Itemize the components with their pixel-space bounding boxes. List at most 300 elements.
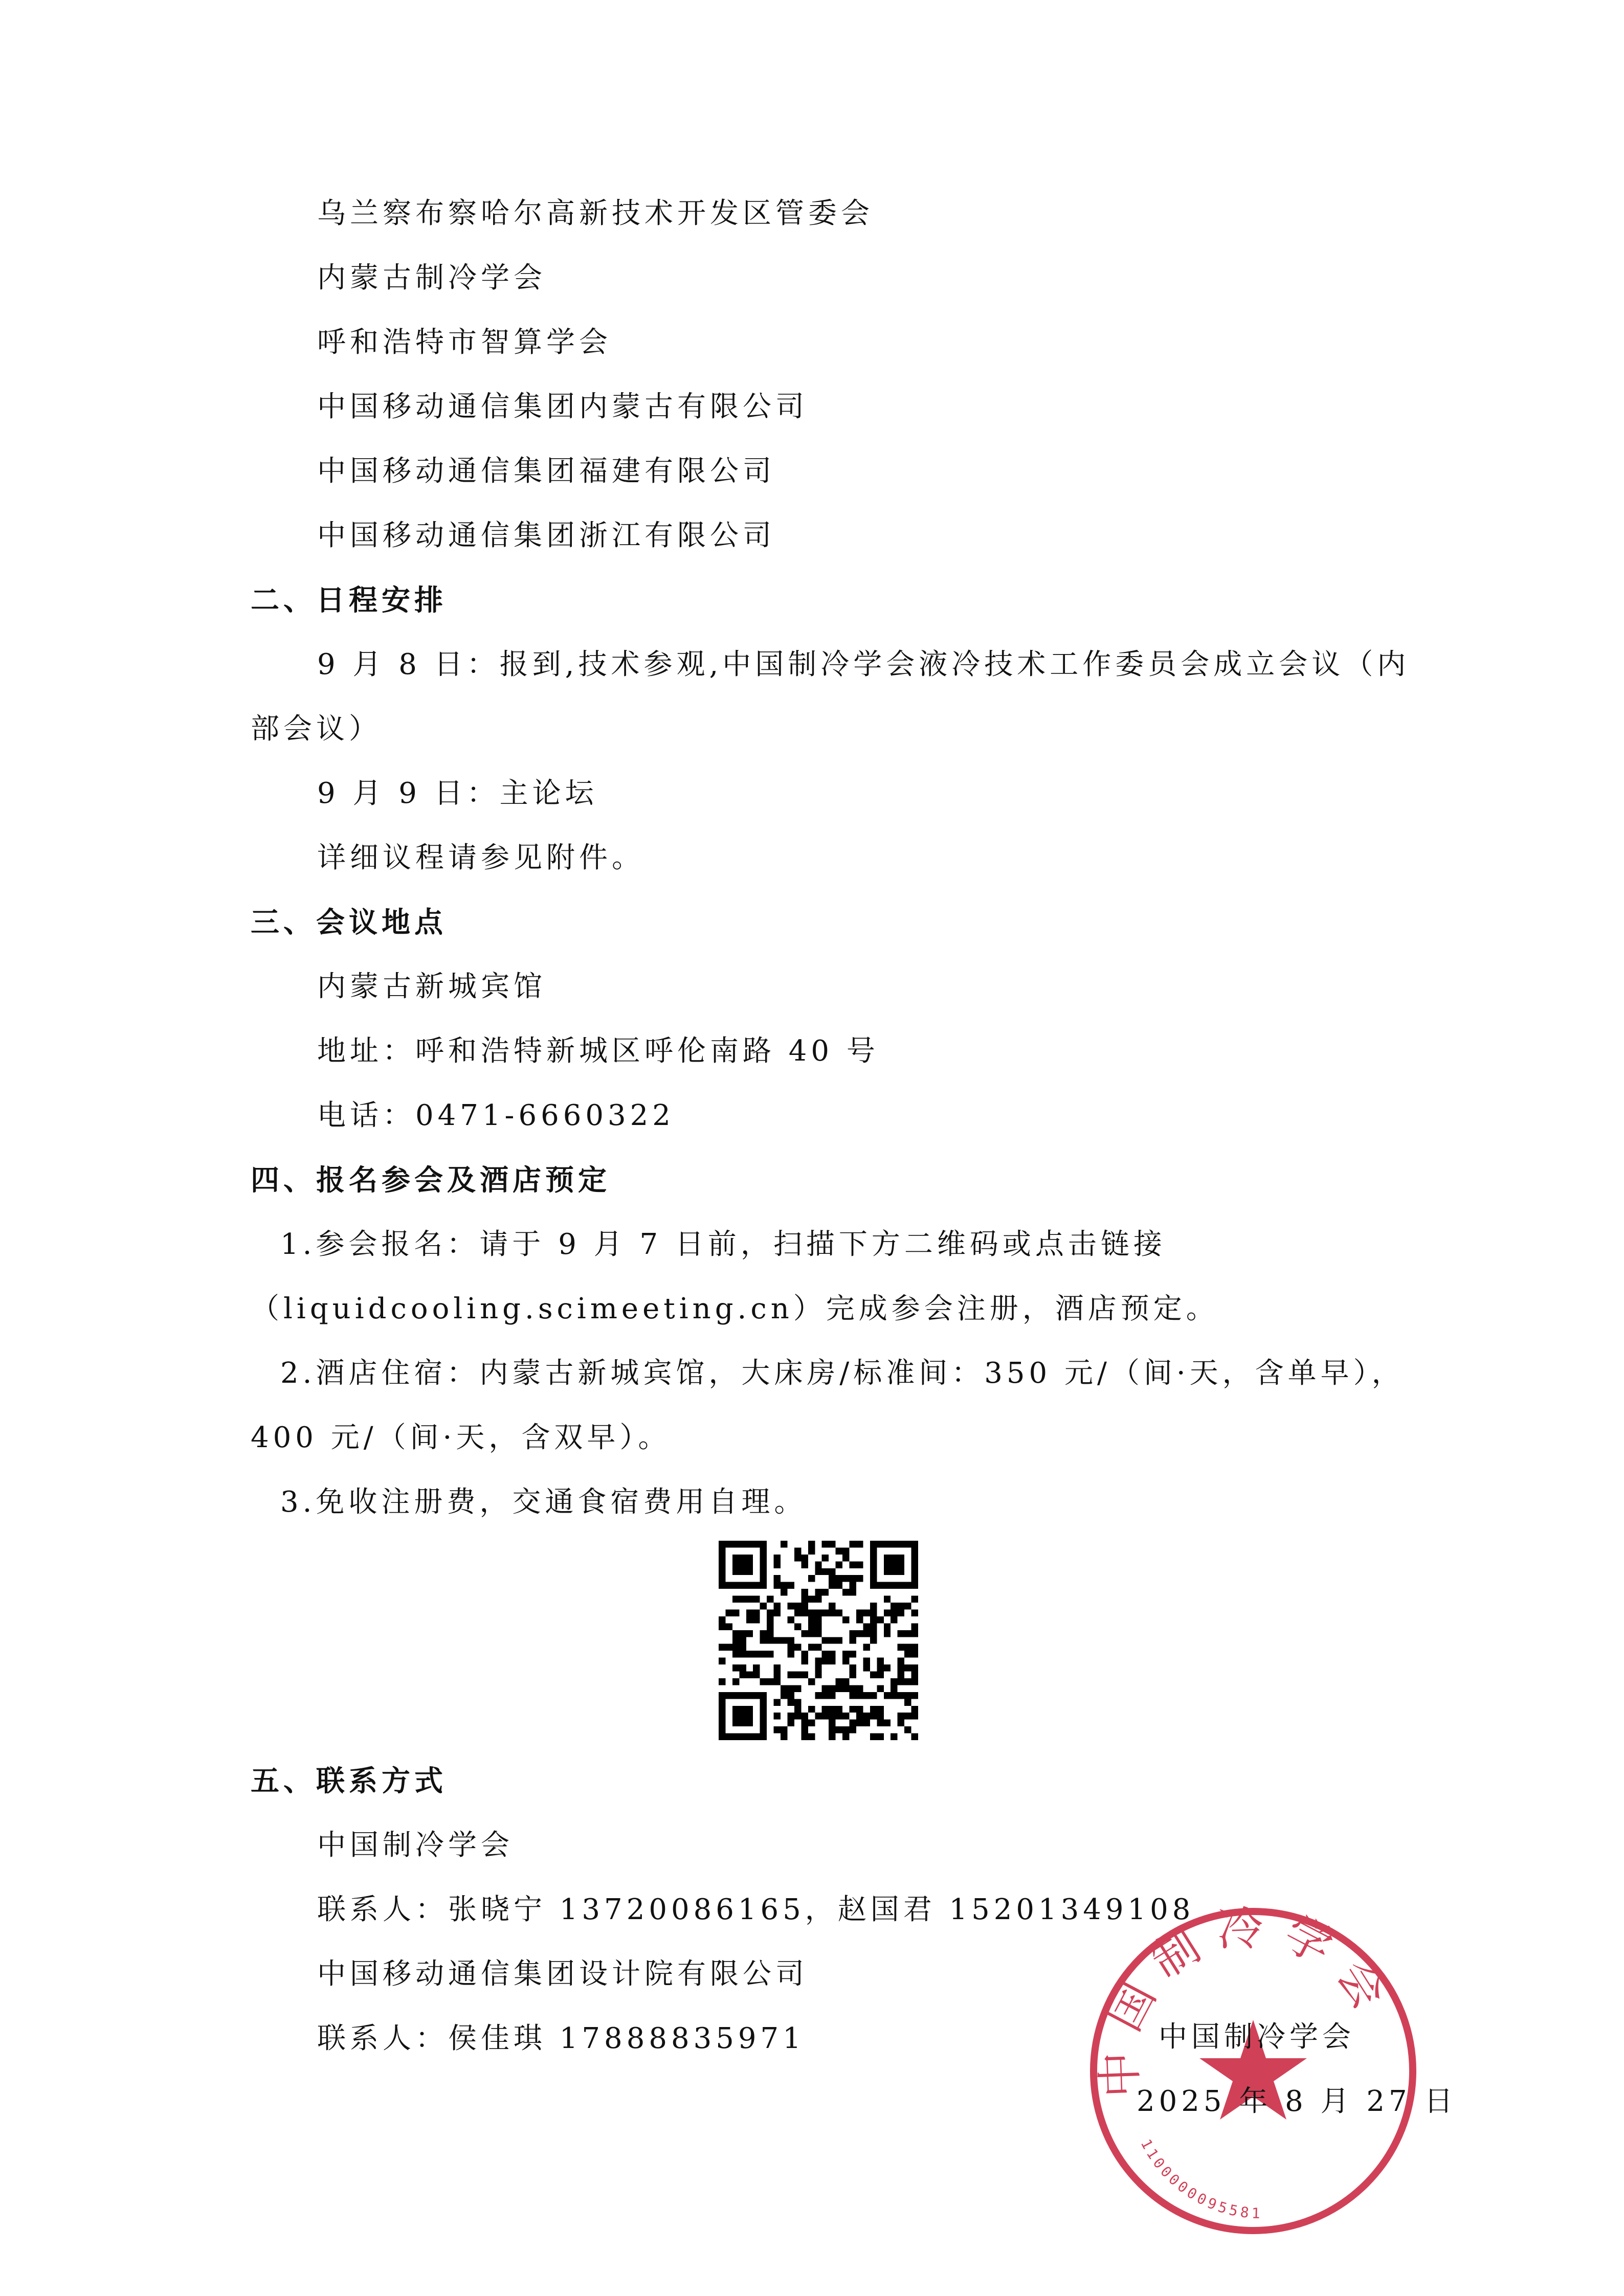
qr-module [898,1582,904,1589]
qr-module [836,1547,842,1554]
qr-module [911,1651,918,1657]
registration-item-1: 1.参会报名：请于 9 月 7 日前，扫描下方二维码或点击链接 [280,1228,1166,1261]
qr-module [842,1555,849,1561]
qr-module [774,1582,781,1589]
qr-module [760,1651,767,1657]
qr-module [829,1726,835,1733]
qr-module [808,1678,815,1685]
qr-module [781,1637,787,1644]
organizer-item: 呼和浩特市智算学会 [317,326,612,359]
qr-module [850,1561,856,1568]
qr-module [815,1589,821,1595]
document-body [0,182,1624,2071]
qr-module [739,1630,746,1637]
qr-module [719,1616,725,1623]
qr-module [732,1664,739,1671]
qr-module [898,1692,904,1699]
contact-org-1: 中国制冷学会 [317,1829,514,1862]
qr-module [767,1678,773,1685]
qr-module [870,1706,877,1713]
qr-module [842,1589,849,1595]
qr-module [725,1692,732,1699]
qr-module [760,1720,767,1726]
qr-module [884,1664,891,1671]
qr-module [760,1706,767,1713]
qr-module [863,1658,870,1664]
qr-module [746,1706,753,1713]
qr-module [753,1692,760,1699]
qr-module [863,1630,870,1637]
qr-module [781,1685,787,1692]
qr-module [725,1541,732,1547]
qr-module [911,1561,918,1568]
qr-module [801,1603,808,1609]
qr-module [753,1616,760,1623]
qr-module [904,1699,911,1705]
qr-module [829,1658,835,1664]
qr-module [801,1672,808,1678]
qr-module [898,1603,904,1609]
qr-module [732,1609,739,1616]
venue-address: 地址：呼和浩特新城区呼伦南路 40 号 [317,1034,879,1068]
qr-module [774,1699,781,1705]
qr-module [739,1555,746,1561]
qr-module [863,1720,870,1726]
qr-module [898,1664,904,1671]
qr-module [781,1726,787,1733]
qr-module [719,1706,725,1713]
qr-module [829,1582,835,1589]
qr-module [891,1561,897,1568]
qr-module [904,1644,911,1651]
qr-module [911,1672,918,1678]
qr-module [794,1706,801,1713]
qr-module [746,1582,753,1589]
qr-module [787,1644,794,1651]
qr-module [739,1734,746,1740]
qr-module [863,1644,870,1651]
qr-module [877,1713,883,1719]
venue-phone: 电话：0471-6660322 [317,1099,675,1132]
qr-module [739,1637,746,1644]
organizer-item: 中国移动通信集团浙江有限公司 [317,519,775,552]
qr-module [815,1596,821,1603]
qr-module [898,1720,904,1726]
qr-module [850,1637,856,1644]
qr-module [753,1734,760,1740]
qr-module [808,1734,815,1740]
contact-people-2: 联系人：侯佳琪 17888835971 [317,2022,805,2055]
qr-module [911,1692,918,1699]
qr-module [808,1547,815,1554]
qr-module [760,1699,767,1705]
qr-module [842,1575,849,1582]
qr-module [760,1726,767,1733]
qr-module [774,1575,781,1582]
qr-module [877,1658,883,1664]
qr-module [732,1555,739,1561]
qr-module [850,1692,856,1699]
qr-module [863,1692,870,1699]
qr-module [836,1726,842,1733]
qr-module [877,1616,883,1623]
qr-module [787,1603,794,1609]
qr-module [911,1623,918,1630]
qr-module [760,1547,767,1554]
organizer-item: 内蒙古制冷学会 [317,261,546,295]
qr-module [856,1575,863,1582]
qr-module [794,1623,801,1630]
schedule-day1: 9 月 8 日：报到,技术参观,中国制冷学会液冷技术工作委员会成立会议（内 [317,648,1410,681]
qr-module [732,1713,739,1719]
qr-module [877,1541,883,1547]
qr-module [822,1692,829,1699]
qr-module [787,1685,794,1692]
qr-module [719,1692,725,1699]
qr-module [891,1582,897,1589]
qr-module [801,1561,808,1568]
qr-module [753,1672,760,1678]
qr-module [911,1596,918,1603]
qr-module [836,1575,842,1582]
qr-module [829,1651,835,1657]
qr-module [808,1644,815,1651]
qr-module [794,1672,801,1678]
qr-module [822,1651,829,1657]
qr-module [801,1734,808,1740]
qr-module [836,1678,842,1685]
qr-module [870,1623,877,1630]
qr-module [774,1672,781,1678]
qr-module [904,1630,911,1637]
qr-module [911,1734,918,1740]
qr-module [898,1555,904,1561]
organizer-item: 中国移动通信集团内蒙古有限公司 [317,390,808,423]
qr-module [842,1685,849,1692]
qr-module [774,1609,781,1616]
qr-module [836,1561,842,1568]
qr-module [877,1720,883,1726]
qr-module [719,1699,725,1705]
qr-module [808,1616,815,1623]
qr-module [842,1726,849,1733]
qr-module [801,1596,808,1603]
qr-module [746,1713,753,1719]
qr-module [842,1616,849,1623]
qr-module [870,1637,877,1644]
qr-module [856,1630,863,1637]
qr-module [787,1692,794,1699]
qr-module [850,1589,856,1595]
qr-module [746,1568,753,1575]
qr-module [904,1713,911,1719]
organizer-item: 乌兰察布察哈尔高新技术开发区管委会 [317,197,874,230]
qr-module [808,1541,815,1547]
qr-module [760,1541,767,1547]
qr-module [725,1734,732,1740]
schedule-day1-cont: 部会议） [251,712,382,746]
qr-module [822,1589,829,1595]
qr-module [815,1616,821,1623]
qr-module [808,1623,815,1630]
qr-module [746,1720,753,1726]
qr-module [808,1609,815,1616]
qr-module [794,1547,801,1554]
qr-module [911,1555,918,1561]
qr-module [739,1720,746,1726]
qr-module [732,1734,739,1740]
qr-module [870,1734,877,1740]
qr-module [911,1547,918,1554]
qr-module [850,1720,856,1726]
qr-module [850,1575,856,1582]
qr-module [911,1575,918,1582]
qr-module [787,1699,794,1705]
qr-code-block [0,1535,1624,1749]
qr-module [870,1541,877,1547]
qr-module [746,1555,753,1561]
qr-module [898,1609,904,1616]
qr-module [891,1541,897,1547]
qr-module [746,1630,753,1637]
qr-module [815,1630,821,1637]
qr-module [767,1623,773,1630]
qr-module [739,1644,746,1651]
qr-module [732,1651,739,1657]
qr-module [870,1713,877,1719]
qr-module [808,1596,815,1603]
qr-module [760,1568,767,1575]
qr-module [898,1568,904,1575]
registration-item-2-cont: 400 元/（间·天，含双早）。 [251,1421,671,1454]
qr-module [753,1541,760,1547]
qr-module [739,1692,746,1699]
qr-module [856,1561,863,1568]
qr-module [732,1720,739,1726]
qr-module [856,1692,863,1699]
qr-module [891,1603,897,1609]
qr-module [760,1734,767,1740]
qr-module [898,1713,904,1719]
qr-module [719,1561,725,1568]
qr-module [842,1678,849,1685]
qr-module [884,1623,891,1630]
qr-module [829,1541,835,1547]
qr-module [808,1706,815,1713]
qr-module [787,1582,794,1589]
qr-module [767,1609,773,1616]
qr-module [822,1685,829,1692]
qr-module [760,1582,767,1589]
qr-module [739,1582,746,1589]
qr-module [801,1720,808,1726]
qr-module [911,1630,918,1637]
signature-date: 2025 年 8 月 27 日 [1137,2085,1457,2118]
qr-module [732,1541,739,1547]
qr-module [746,1596,753,1603]
qr-module [781,1582,787,1589]
qr-module [850,1672,856,1678]
registration-item-3: 3.免收注册费，交通食宿费用自理。 [280,1485,807,1519]
qr-module [781,1589,787,1595]
qr-module [719,1582,725,1589]
qr-module [774,1664,781,1671]
qr-module [836,1609,842,1616]
qr-module [794,1603,801,1609]
qr-module [767,1616,773,1623]
qr-module [815,1609,821,1616]
qr-module [732,1706,739,1713]
qr-module [870,1609,877,1616]
qr-module [760,1555,767,1561]
svg-text:中国制冷学会: 中国制冷学会 [1092,1902,1405,2099]
qr-module [898,1644,904,1651]
qr-module [891,1568,897,1575]
qr-module [746,1734,753,1740]
qr-module [898,1630,904,1637]
qr-module [725,1644,732,1651]
qr-module [870,1547,877,1554]
qr-module [719,1555,725,1561]
qr-module [808,1575,815,1582]
section-heading-contact: 五、联系方式 [251,1764,447,1798]
qr-module [801,1555,808,1561]
qr-module [774,1555,781,1561]
qr-module [746,1561,753,1568]
qr-module [787,1720,794,1726]
qr-module [891,1685,897,1692]
qr-module [774,1713,781,1719]
qr-module [815,1672,821,1678]
qr-module [891,1678,897,1685]
qr-module [856,1706,863,1713]
schedule-day2: 9 月 9 日：主论坛 [317,777,598,810]
qr-module [891,1734,897,1740]
qr-module [801,1726,808,1733]
qr-module [884,1720,891,1726]
qr-module [898,1541,904,1547]
qr-module [863,1713,870,1719]
qr-module [891,1555,897,1561]
qr-module [746,1672,753,1678]
qr-module [898,1678,904,1685]
qr-module [856,1685,863,1692]
qr-module [870,1575,877,1582]
qr-module [842,1658,849,1664]
qr-module [891,1692,897,1699]
qr-module [891,1616,897,1623]
qr-module [732,1561,739,1568]
qr-module [884,1561,891,1568]
qr-module [746,1692,753,1699]
qr-module [767,1596,773,1603]
qr-code[interactable] [719,1541,918,1740]
qr-module [794,1555,801,1561]
qr-module [801,1658,808,1664]
qr-module [732,1637,739,1644]
qr-module [787,1672,794,1678]
qr-module [850,1582,856,1589]
qr-module [801,1630,808,1637]
registration-link[interactable]: （liquidcooling.scimeeting.cn）完成参会注册，酒店预定。 [251,1292,1219,1325]
qr-module [850,1685,856,1692]
qr-module [904,1678,911,1685]
qr-module [808,1720,815,1726]
qr-module [822,1706,829,1713]
qr-module [904,1692,911,1699]
qr-module [822,1713,829,1719]
qr-module [815,1664,821,1671]
qr-module [725,1582,732,1589]
qr-module [732,1596,739,1603]
qr-module [822,1609,829,1616]
qr-module [891,1609,897,1616]
qr-module [829,1685,835,1692]
qr-module [760,1678,767,1685]
qr-module [822,1541,829,1547]
registration-item-2: 2.酒店住宿：内蒙古新城宾馆，大床房/标准间：350 元/（间·天，含单早）， [280,1357,1405,1390]
qr-module [870,1616,877,1623]
qr-module [746,1609,753,1616]
qr-module [911,1706,918,1713]
qr-module [870,1568,877,1575]
qr-module [877,1734,883,1740]
qr-module [829,1692,835,1699]
section-heading-venue: 三、会议地点 [251,906,447,939]
qr-module [781,1541,787,1547]
qr-module [767,1651,773,1657]
qr-module [836,1713,842,1719]
qr-module [732,1582,739,1589]
qr-module [877,1672,883,1678]
qr-module [850,1726,856,1733]
qr-module [911,1678,918,1685]
qr-module [904,1603,911,1609]
schedule-note: 详细议程请参见附件。 [317,841,644,874]
qr-module [725,1609,732,1616]
svg-text:1100000095581: 1100000095581 [1137,2136,1264,2222]
qr-module [815,1692,821,1699]
qr-module [911,1713,918,1719]
qr-module [829,1637,835,1644]
qr-module [836,1706,842,1713]
qr-module [767,1630,773,1637]
qr-module [760,1692,767,1699]
qr-module [794,1699,801,1705]
qr-module [774,1678,781,1685]
qr-module [904,1664,911,1671]
qr-module [732,1568,739,1575]
qr-module [870,1555,877,1561]
qr-module [801,1651,808,1657]
qr-module [753,1651,760,1657]
qr-module [850,1706,856,1713]
qr-module [815,1561,821,1568]
qr-module [877,1664,883,1671]
qr-module [719,1547,725,1554]
qr-module [911,1609,918,1616]
qr-module [904,1726,911,1733]
qr-module [842,1734,849,1740]
qr-module [760,1637,767,1644]
qr-module [774,1603,781,1609]
qr-module [850,1630,856,1637]
qr-module [781,1692,787,1699]
section-heading-schedule: 二、日程安排 [251,583,447,617]
qr-module [884,1582,891,1589]
qr-module [829,1713,835,1719]
qr-module [725,1623,732,1630]
